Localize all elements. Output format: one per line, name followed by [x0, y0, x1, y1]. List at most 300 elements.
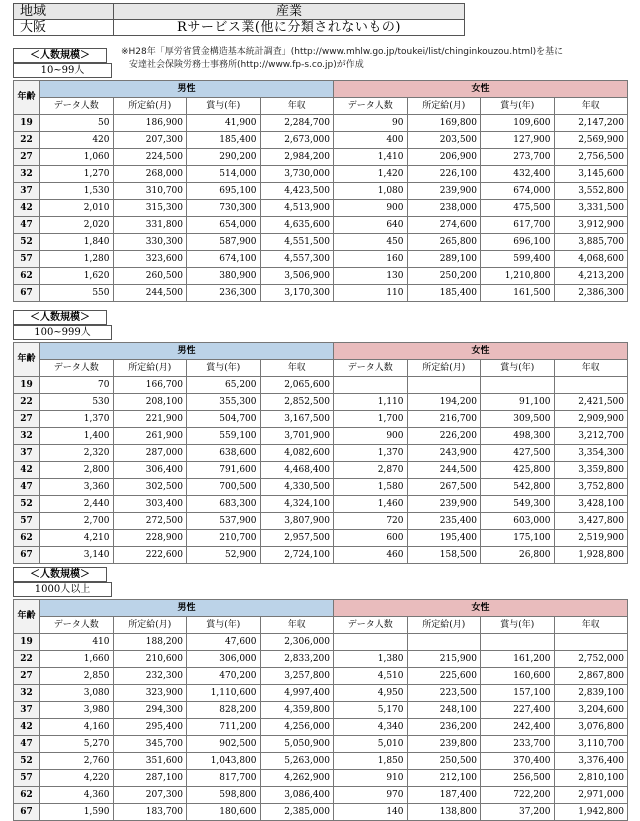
table-cell: 711,200: [187, 719, 261, 736]
table-cell: 160,600: [481, 668, 555, 685]
salary-header: 所定給(月): [407, 98, 481, 115]
table-cell: 1,580: [334, 479, 408, 496]
table-row: [14, 685, 628, 702]
table-cell: 244,500: [407, 462, 481, 479]
table-cell: 1,043,800: [187, 753, 261, 770]
table-cell: 3,428,100: [554, 496, 628, 513]
table-cell: 65,200: [187, 377, 261, 394]
table-cell: 267,500: [407, 479, 481, 496]
age-cell: 52: [14, 234, 40, 251]
table-cell: 236,200: [407, 719, 481, 736]
table-cell: 722,200: [481, 787, 555, 804]
table-cell: 265,800: [407, 234, 481, 251]
table-cell: 3,885,700: [554, 234, 628, 251]
table-cell: 654,000: [187, 217, 261, 234]
table-row: [14, 547, 628, 564]
table-row: [14, 651, 628, 668]
table-cell: 2,673,000: [260, 132, 334, 149]
table-cell: 4,360: [40, 787, 114, 804]
industry-label: 産業: [114, 4, 465, 20]
table-row: [14, 634, 628, 651]
table-cell: 4,513,900: [260, 200, 334, 217]
table-cell: 331,800: [113, 217, 187, 234]
table-cell: 260,500: [113, 268, 187, 285]
source-note-line1: ※H28年「厚労省賃金構造基本統計調査」(http://www.mhlw.go.jp/toukei/list/chinginkouzou.html)を基に: [121, 47, 564, 57]
table-cell: 1,270: [40, 166, 114, 183]
table-cell: 268,000: [113, 166, 187, 183]
table-cell: 1,420: [334, 166, 408, 183]
table-cell: 3,427,800: [554, 513, 628, 530]
table-cell: 227,400: [481, 702, 555, 719]
bonus-header: 賞与(年): [481, 98, 555, 115]
table-cell: 306,400: [113, 462, 187, 479]
table-cell: 537,900: [187, 513, 261, 530]
table-cell: 4,510: [334, 668, 408, 685]
table-cell: 225,600: [407, 668, 481, 685]
table-cell: 110: [334, 285, 408, 302]
table-cell: 598,800: [187, 787, 261, 804]
table-cell: 161,200: [481, 651, 555, 668]
table-cell: 3,701,900: [260, 428, 334, 445]
table-cell: [334, 377, 408, 394]
salary-header: 所定給(月): [113, 360, 187, 377]
female-header: 女性: [334, 343, 628, 360]
table-cell: 294,300: [113, 702, 187, 719]
table-cell: [407, 634, 481, 651]
table-cell: 542,800: [481, 479, 555, 496]
table-cell: 207,300: [113, 787, 187, 804]
table-cell: 41,900: [187, 115, 261, 132]
table-cell: 817,700: [187, 770, 261, 787]
table-cell: 4,635,600: [260, 217, 334, 234]
table-cell: 287,100: [113, 770, 187, 787]
table-cell: 91,100: [481, 394, 555, 411]
table-cell: 50: [40, 115, 114, 132]
table-cell: 47,600: [187, 634, 261, 651]
age-cell: 32: [14, 428, 40, 445]
table-row: [14, 479, 628, 496]
table-cell: 2,852,500: [260, 394, 334, 411]
table-cell: 5,010: [334, 736, 408, 753]
size-category-label: ＜人数規模＞: [13, 310, 107, 325]
bonus-header: 賞与(年): [187, 98, 261, 115]
table-cell: 3,110,700: [554, 736, 628, 753]
table-cell: 224,500: [113, 149, 187, 166]
table-cell: 902,500: [187, 736, 261, 753]
table-cell: 228,900: [113, 530, 187, 547]
table-cell: 683,300: [187, 496, 261, 513]
table-cell: 900: [334, 200, 408, 217]
table-cell: [334, 634, 408, 651]
table-cell: 3,140: [40, 547, 114, 564]
table-cell: 400: [334, 132, 408, 149]
table-cell: 235,400: [407, 513, 481, 530]
source-note-line2: 安達社会保険労務士事務所(http://www.fp-s.co.jp)が作成: [129, 60, 364, 70]
table-cell: 256,500: [481, 770, 555, 787]
table-cell: 140: [334, 804, 408, 821]
table-cell: 425,800: [481, 462, 555, 479]
table-cell: 306,000: [187, 651, 261, 668]
age-cell: 62: [14, 268, 40, 285]
annual-header: 年収: [260, 360, 334, 377]
age-cell: 57: [14, 770, 40, 787]
age-cell: 47: [14, 479, 40, 496]
table-cell: 2,971,000: [554, 787, 628, 804]
bonus-header: 賞与(年): [481, 360, 555, 377]
table-cell: 130: [334, 268, 408, 285]
table-cell: 226,100: [407, 166, 481, 183]
table-cell: 239,900: [407, 183, 481, 200]
annual-header: 年収: [554, 617, 628, 634]
table-cell: 109,600: [481, 115, 555, 132]
table-cell: 3,980: [40, 702, 114, 719]
table-cell: 1,400: [40, 428, 114, 445]
table-cell: 3,331,500: [554, 200, 628, 217]
table-cell: 180,600: [187, 804, 261, 821]
table-row: [14, 115, 628, 132]
table-cell: 3,376,400: [554, 753, 628, 770]
table-cell: 160: [334, 251, 408, 268]
table-cell: 70: [40, 377, 114, 394]
table-cell: 549,300: [481, 496, 555, 513]
table-cell: 310,700: [113, 183, 187, 200]
salary-header: 所定給(月): [113, 617, 187, 634]
age-cell: 57: [14, 513, 40, 530]
table-cell: 2,065,600: [260, 377, 334, 394]
table-cell: 161,500: [481, 285, 555, 302]
age-cell: 27: [14, 668, 40, 685]
table-cell: 238,000: [407, 200, 481, 217]
table-cell: 514,000: [187, 166, 261, 183]
table-cell: 638,600: [187, 445, 261, 462]
table-cell: 1,280: [40, 251, 114, 268]
age-cell: 22: [14, 651, 40, 668]
table-row: [14, 411, 628, 428]
table-cell: 1,660: [40, 651, 114, 668]
table-cell: 2,147,200: [554, 115, 628, 132]
age-cell: 42: [14, 200, 40, 217]
count-header: データ人数: [334, 360, 408, 377]
salary-header: 所定給(月): [113, 98, 187, 115]
table-row: [14, 251, 628, 268]
table-cell: 380,900: [187, 268, 261, 285]
age-cell: 42: [14, 719, 40, 736]
table-row: [14, 217, 628, 234]
table-cell: 244,500: [113, 285, 187, 302]
table-cell: 272,500: [113, 513, 187, 530]
table-cell: 175,100: [481, 530, 555, 547]
table-cell: 208,100: [113, 394, 187, 411]
table-cell: 4,423,500: [260, 183, 334, 200]
table-cell: 52,900: [187, 547, 261, 564]
table-cell: 550: [40, 285, 114, 302]
table-cell: 2,724,100: [260, 547, 334, 564]
age-cell: 47: [14, 217, 40, 234]
table-cell: 194,200: [407, 394, 481, 411]
table-cell: 3,354,300: [554, 445, 628, 462]
size-category-label: ＜人数規模＞: [13, 567, 107, 582]
female-header: 女性: [334, 81, 628, 98]
table-cell: 3,359,800: [554, 462, 628, 479]
table-cell: 355,300: [187, 394, 261, 411]
table-cell: 2,700: [40, 513, 114, 530]
table-row: [14, 530, 628, 547]
table-cell: 910: [334, 770, 408, 787]
table-row: [14, 787, 628, 804]
size-category-value: 1000人以上: [13, 582, 112, 597]
table-cell: 210,700: [187, 530, 261, 547]
table-cell: 207,300: [113, 132, 187, 149]
table-cell: 345,700: [113, 736, 187, 753]
age-cell: 19: [14, 634, 40, 651]
table-cell: 4,256,000: [260, 719, 334, 736]
table-cell: 4,950: [334, 685, 408, 702]
table-cell: 5,270: [40, 736, 114, 753]
table-row: [14, 804, 628, 821]
table-cell: 3,257,800: [260, 668, 334, 685]
male-header: 男性: [40, 600, 334, 617]
table-cell: 2,306,000: [260, 634, 334, 651]
table-row: [14, 462, 628, 479]
age-cell: 67: [14, 547, 40, 564]
size-category-value: 100~999人: [13, 325, 112, 340]
table-cell: 4,220: [40, 770, 114, 787]
table-cell: 212,100: [407, 770, 481, 787]
table-cell: 183,700: [113, 804, 187, 821]
table-cell: 1,110: [334, 394, 408, 411]
table-cell: 1,530: [40, 183, 114, 200]
table-cell: 274,600: [407, 217, 481, 234]
table-cell: 239,800: [407, 736, 481, 753]
table-cell: 2,284,700: [260, 115, 334, 132]
table-cell: 222,600: [113, 547, 187, 564]
age-header: 年齢: [14, 343, 40, 377]
table-cell: 203,500: [407, 132, 481, 149]
bonus-header: 賞与(年): [481, 617, 555, 634]
table-cell: 3,212,700: [554, 428, 628, 445]
age-cell: 67: [14, 285, 40, 302]
table-cell: 3,167,500: [260, 411, 334, 428]
age-cell: 22: [14, 132, 40, 149]
age-cell: 42: [14, 462, 40, 479]
table-cell: 1,928,800: [554, 547, 628, 564]
table-cell: 4,082,600: [260, 445, 334, 462]
table-cell: 4,340: [334, 719, 408, 736]
table-cell: 185,400: [187, 132, 261, 149]
count-header: データ人数: [40, 617, 114, 634]
table-cell: 3,730,000: [260, 166, 334, 183]
table-cell: 158,500: [407, 547, 481, 564]
table-row: [14, 719, 628, 736]
table-cell: 2,850: [40, 668, 114, 685]
annual-header: 年収: [554, 360, 628, 377]
table-cell: 3,506,900: [260, 268, 334, 285]
table-cell: 696,100: [481, 234, 555, 251]
table-cell: 730,300: [187, 200, 261, 217]
table-cell: 1,080: [334, 183, 408, 200]
table-cell: 3,145,600: [554, 166, 628, 183]
table-cell: 1,060: [40, 149, 114, 166]
size-category-value: 10~99人: [13, 63, 112, 78]
table-cell: 5,263,000: [260, 753, 334, 770]
table-cell: 248,100: [407, 702, 481, 719]
table-cell: 3,080: [40, 685, 114, 702]
table-cell: 600: [334, 530, 408, 547]
annual-header: 年収: [260, 98, 334, 115]
table-cell: [554, 377, 628, 394]
annual-header: 年収: [260, 617, 334, 634]
table-cell: [481, 634, 555, 651]
table-cell: 5,050,900: [260, 736, 334, 753]
table-cell: 2,020: [40, 217, 114, 234]
table-row: [14, 668, 628, 685]
table-cell: 2,320: [40, 445, 114, 462]
table-cell: 2,760: [40, 753, 114, 770]
region-value: 大阪: [14, 20, 114, 36]
age-header: 年齢: [14, 81, 40, 115]
table-row: [14, 285, 628, 302]
table-cell: 4,213,200: [554, 268, 628, 285]
table-cell: 427,500: [481, 445, 555, 462]
male-header: 男性: [40, 343, 334, 360]
table-cell: 239,900: [407, 496, 481, 513]
age-cell: 52: [14, 496, 40, 513]
table-cell: 216,700: [407, 411, 481, 428]
table-cell: 970: [334, 787, 408, 804]
table-cell: 221,900: [113, 411, 187, 428]
table-cell: [554, 634, 628, 651]
annual-header: 年収: [554, 98, 628, 115]
table-row: [14, 132, 628, 149]
table-cell: 2,833,200: [260, 651, 334, 668]
table-cell: [481, 377, 555, 394]
table-cell: 330,300: [113, 234, 187, 251]
table-cell: 232,300: [113, 668, 187, 685]
table-cell: 1,700: [334, 411, 408, 428]
table-row: [14, 149, 628, 166]
table-row: [14, 445, 628, 462]
table-cell: 2,957,500: [260, 530, 334, 547]
female-header: 女性: [334, 600, 628, 617]
table-row: [14, 496, 628, 513]
table-cell: 504,700: [187, 411, 261, 428]
table-cell: 1,410: [334, 149, 408, 166]
table-cell: 3,086,400: [260, 787, 334, 804]
header-table: [13, 3, 465, 36]
table-cell: 498,300: [481, 428, 555, 445]
table-cell: 1,620: [40, 268, 114, 285]
table-cell: 603,000: [481, 513, 555, 530]
table-cell: 460: [334, 547, 408, 564]
table-cell: 900: [334, 428, 408, 445]
table-cell: 559,100: [187, 428, 261, 445]
table-cell: 210,600: [113, 651, 187, 668]
table-cell: 475,500: [481, 200, 555, 217]
table-cell: 4,330,500: [260, 479, 334, 496]
table-cell: 186,900: [113, 115, 187, 132]
table-row: [14, 377, 628, 394]
table-cell: 1,840: [40, 234, 114, 251]
table-cell: 4,551,500: [260, 234, 334, 251]
table-cell: 5,170: [334, 702, 408, 719]
table-cell: 640: [334, 217, 408, 234]
table-cell: 2,867,800: [554, 668, 628, 685]
age-cell: 62: [14, 787, 40, 804]
table-cell: 1,590: [40, 804, 114, 821]
table-cell: 4,262,900: [260, 770, 334, 787]
industry-value: Rサービス業(他に分類されないもの): [114, 20, 465, 36]
table-cell: 720: [334, 513, 408, 530]
wage-table: [13, 599, 628, 821]
table-cell: 4,468,400: [260, 462, 334, 479]
table-row: [14, 268, 628, 285]
table-cell: 1,942,800: [554, 804, 628, 821]
count-header: データ人数: [40, 98, 114, 115]
table-cell: 2,870: [334, 462, 408, 479]
table-cell: 250,500: [407, 753, 481, 770]
table-cell: 1,460: [334, 496, 408, 513]
table-cell: 3,552,800: [554, 183, 628, 200]
table-cell: 351,600: [113, 753, 187, 770]
table-cell: 587,900: [187, 234, 261, 251]
table-cell: 3,752,800: [554, 479, 628, 496]
table-cell: 4,359,800: [260, 702, 334, 719]
age-cell: 19: [14, 377, 40, 394]
table-cell: 1,210,800: [481, 268, 555, 285]
table-cell: 674,100: [187, 251, 261, 268]
table-cell: 470,200: [187, 668, 261, 685]
age-cell: 19: [14, 115, 40, 132]
table-cell: 3,170,300: [260, 285, 334, 302]
table-cell: 791,600: [187, 462, 261, 479]
table-cell: 303,400: [113, 496, 187, 513]
table-cell: 2,984,200: [260, 149, 334, 166]
table-cell: 2,440: [40, 496, 114, 513]
table-cell: 195,400: [407, 530, 481, 547]
table-cell: 4,160: [40, 719, 114, 736]
table-cell: 223,500: [407, 685, 481, 702]
table-cell: 315,300: [113, 200, 187, 217]
table-row: [14, 753, 628, 770]
salary-header: 所定給(月): [407, 617, 481, 634]
table-cell: 215,900: [407, 651, 481, 668]
table-cell: 2,909,900: [554, 411, 628, 428]
table-cell: 3,076,800: [554, 719, 628, 736]
table-cell: 4,557,300: [260, 251, 334, 268]
table-cell: 250,200: [407, 268, 481, 285]
age-cell: 52: [14, 753, 40, 770]
table-cell: 599,400: [481, 251, 555, 268]
male-header: 男性: [40, 81, 334, 98]
count-header: データ人数: [334, 98, 408, 115]
table-cell: 187,400: [407, 787, 481, 804]
table-row: [14, 770, 628, 787]
table-cell: 188,200: [113, 634, 187, 651]
table-cell: 166,700: [113, 377, 187, 394]
table-cell: 530: [40, 394, 114, 411]
age-cell: 32: [14, 166, 40, 183]
table-cell: 1,370: [40, 411, 114, 428]
age-cell: 37: [14, 445, 40, 462]
table-cell: 236,300: [187, 285, 261, 302]
table-cell: 26,800: [481, 547, 555, 564]
table-cell: 242,400: [481, 719, 555, 736]
table-cell: 828,200: [187, 702, 261, 719]
table-cell: 3,204,600: [554, 702, 628, 719]
size-category-label: ＜人数規模＞: [13, 48, 107, 63]
table-cell: 2,386,300: [554, 285, 628, 302]
table-cell: 410: [40, 634, 114, 651]
